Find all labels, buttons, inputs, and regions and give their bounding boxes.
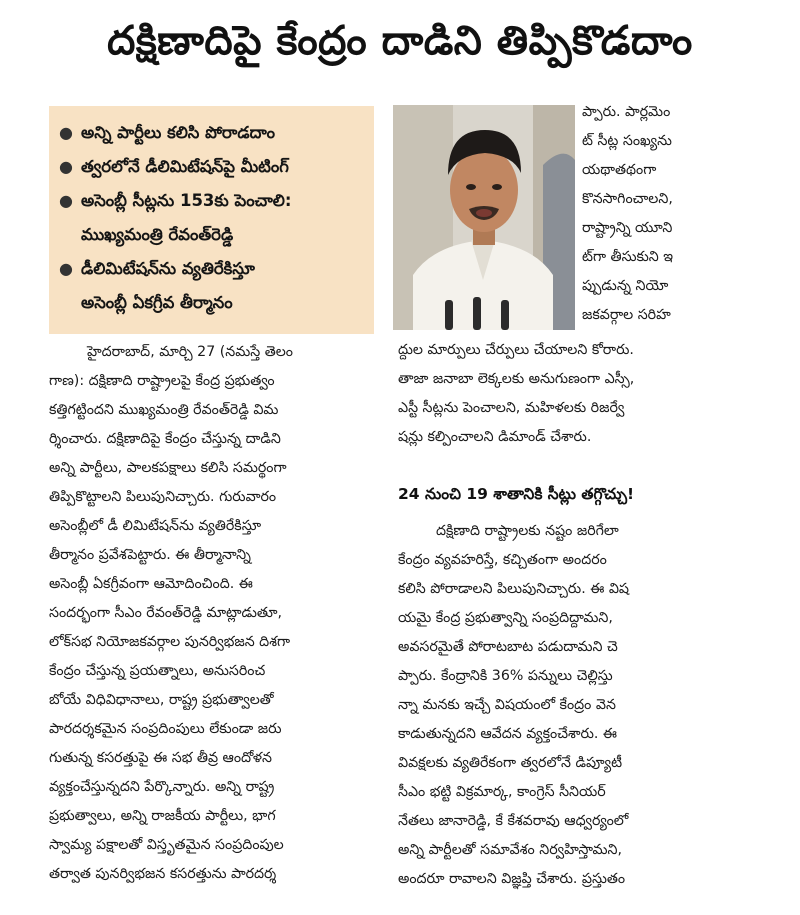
text-line: గాణ): దక్షిణాది రాష్ట్రాలపై కేంద్ర ప్రభుత్వం (49, 373, 275, 389)
text-line: దక్షిణాది రాష్ట్రాలకు నష్టం జరిగేలా (436, 523, 619, 539)
text-line: ర్శించారు. దక్షిణాదిపై కేంద్రం చేస్తున్న దాడిని (49, 431, 281, 447)
bullet-icon: ● (59, 259, 73, 278)
text-line: స్వామ్య పక్షాలతో విస్తృతమైన సంప్రదింపుల (49, 837, 284, 853)
text-line: వివక్షలకు వ్యతిరేకంగా త్వరలోనే డిప్యూటీ (398, 755, 623, 771)
text-line: యథాతథంగా (582, 162, 657, 178)
text-line: అసెంబ్లీలో డీ లిమిటేషన్‌ను వ్యతిరేకిస్తూ (49, 518, 262, 534)
highlight-item (59, 184, 366, 252)
highlight-line: త్వరలోనే డీలిమిటేషన్‌పై మీటింగ్ (81, 157, 289, 176)
left-column (49, 338, 379, 889)
text-line: హైదరాబాద్, మార్చి 27 (నమస్తే తెలం (87, 344, 294, 360)
text-line: కొనసాగించాలని, (582, 191, 673, 207)
bullet-icon: ● (59, 123, 73, 142)
bullet-icon: ● (59, 191, 73, 210)
text-line: కత్తిగట్టిందని ముఖ్యమంత్రి రేవంత్‌రెడ్డి విమ (49, 402, 279, 418)
text-line: కలిసి పోరాడాలని పిలుపునిచ్చారు. ఈ విష (398, 581, 630, 597)
highlight-line: డీలిమిటేషన్‌ను వ్యతిరేకిస్తూ (81, 259, 255, 278)
text-line: బోయే విధివిధానాలు, రాష్ట్ర ప్రభుత్వాలతో (49, 692, 274, 708)
text-line: అవసరమైతే పోరాటబాట పడుదామని చె (398, 639, 618, 655)
text-line: కాడుతున్నదని ఆవేదన వ్యక్తంచేశారు. ఈ (398, 726, 617, 742)
text-line: ద్దుల మార్పులు చేర్పులు చేయాలని కోరారు. (398, 342, 634, 358)
text-line: ప్రభుత్వాలు, అన్ని రాజకీయ పార్టీలు, భాగ (49, 808, 276, 824)
text-line: ఎస్టీ సీట్లను పెంచాలని, మహిళలకు రిజర్వే (398, 400, 625, 416)
text-line: కేంద్రం చేస్తున్న ప్రయత్నాలు, అనుసరించ (49, 663, 266, 679)
text-line: షన్లు కల్పించాలని డిమాండ్ చేశారు. (398, 429, 592, 445)
text-line: నేతలు జానారెడ్డి, కే కేశవరావు ఆధ్వర్యంలో (398, 813, 629, 829)
text-line: తాజా జనాబా లెక్కలకు అనుగుణంగా ఎస్సీ, (398, 371, 635, 387)
text-line: గుతున్న కసరత్తుపై ఈ సభ తీవ్ర ఆందోళన (49, 750, 272, 766)
text-line: పారదర్శకమైన సంప్రదింపులు లేకుండా జరు (49, 721, 282, 737)
text-line: ప్పుడున్న నియో (582, 278, 669, 294)
text-line: లోక్‌సభ నియోజకవర్గాల పునర్విభజన దిశగా (49, 634, 291, 650)
text-line: జకవర్గాల సరిహ (582, 307, 671, 323)
highlight-item (59, 150, 366, 184)
right-bottom-column (398, 517, 760, 894)
highlights-box (49, 106, 374, 334)
text-line: తీర్మానం ప్రవేశపెట్టారు. ఈ తీర్మానాన్ని (49, 547, 251, 563)
text-line: ట్ సీట్ల సంఖ్యను (582, 133, 672, 149)
text-line: యమై కేంద్ర ప్రభుత్వాన్ని సంప్రదిద్దామని, (398, 610, 613, 626)
highlight-item (59, 116, 366, 150)
right-top-column (582, 98, 757, 330)
highlight-item (59, 252, 366, 320)
text-line: న్నా మనకు ఇచ్చే విషయంలో కేంద్రం వెన (398, 697, 616, 713)
highlight-line: అసెంబ్లీ ఏకగ్రీవ తీర్మానం (81, 293, 233, 312)
text-line: అన్ని పార్టీలు, పాలకపక్షాలు కలిసి సమర్థంగా (49, 460, 287, 476)
text-line: అసెంబ్లీ ఏకగ్రీవంగా ఆమోదించింది. ఈ (49, 576, 253, 592)
right-mid-column (398, 336, 760, 452)
highlight-line: అన్ని పార్టీలు కలిసి పోరాడదాం (81, 123, 275, 142)
text-line: ట్‌గా తీసుకుని ఇ (582, 249, 674, 265)
portrait-image (393, 105, 575, 330)
text-line: అందరూ రావాలని విజ్ఞప్తి చేశారు. ప్రస్తుతం (398, 871, 626, 887)
text-line: వ్యక్తంచేస్తున్నదని పేర్కొన్నారు. అన్ని రాష్ట్ర (49, 779, 275, 795)
text-line: సందర్భంగా సీఎం రేవంత్‌రెడ్డి మాట్లాడుతూ, (49, 605, 282, 621)
bullet-icon: ● (59, 157, 73, 176)
headline: దక్షిణాదిపై కేంద్రం దాడిని తిప్పికొడదాం (107, 18, 693, 64)
highlight-line: అసెంబ్లీ సీట్లను 153కు పెంచాలి: (81, 191, 292, 210)
text-line: కేంద్రం వ్యవహరిస్తే, కచ్చితంగా అందరం (398, 552, 607, 568)
cm-photo (393, 105, 575, 330)
subheading: 24 నుంచి 19 శాతానికి సీట్లు తగ్గొచ్చు! (398, 485, 635, 503)
text-line: తర్వాత పునర్విభజన కసరత్తును పారదర్శ (49, 866, 277, 882)
text-line: సీఎం భట్టి విక్రమార్క, కాంగ్రెస్ సీనియర్ (398, 784, 606, 800)
text-line: అన్ని పార్టీలతో సమావేశం నిర్వహిస్తామని, (398, 842, 622, 858)
highlight-line: ముఖ్యమంత్రి రేవంత్‌రెడ్డి (81, 225, 234, 244)
text-line: తిప్పికొట్టాలని పిలుపునిచ్చారు. గురువారం (49, 489, 277, 505)
text-line: ప్పారు. పార్లమెం (582, 104, 671, 120)
text-line: ప్పారు. కేంద్రానికి 36% పన్నులు చెల్లిస్తు (398, 668, 613, 684)
text-line: రాష్ట్రాన్ని యూని (582, 220, 673, 236)
